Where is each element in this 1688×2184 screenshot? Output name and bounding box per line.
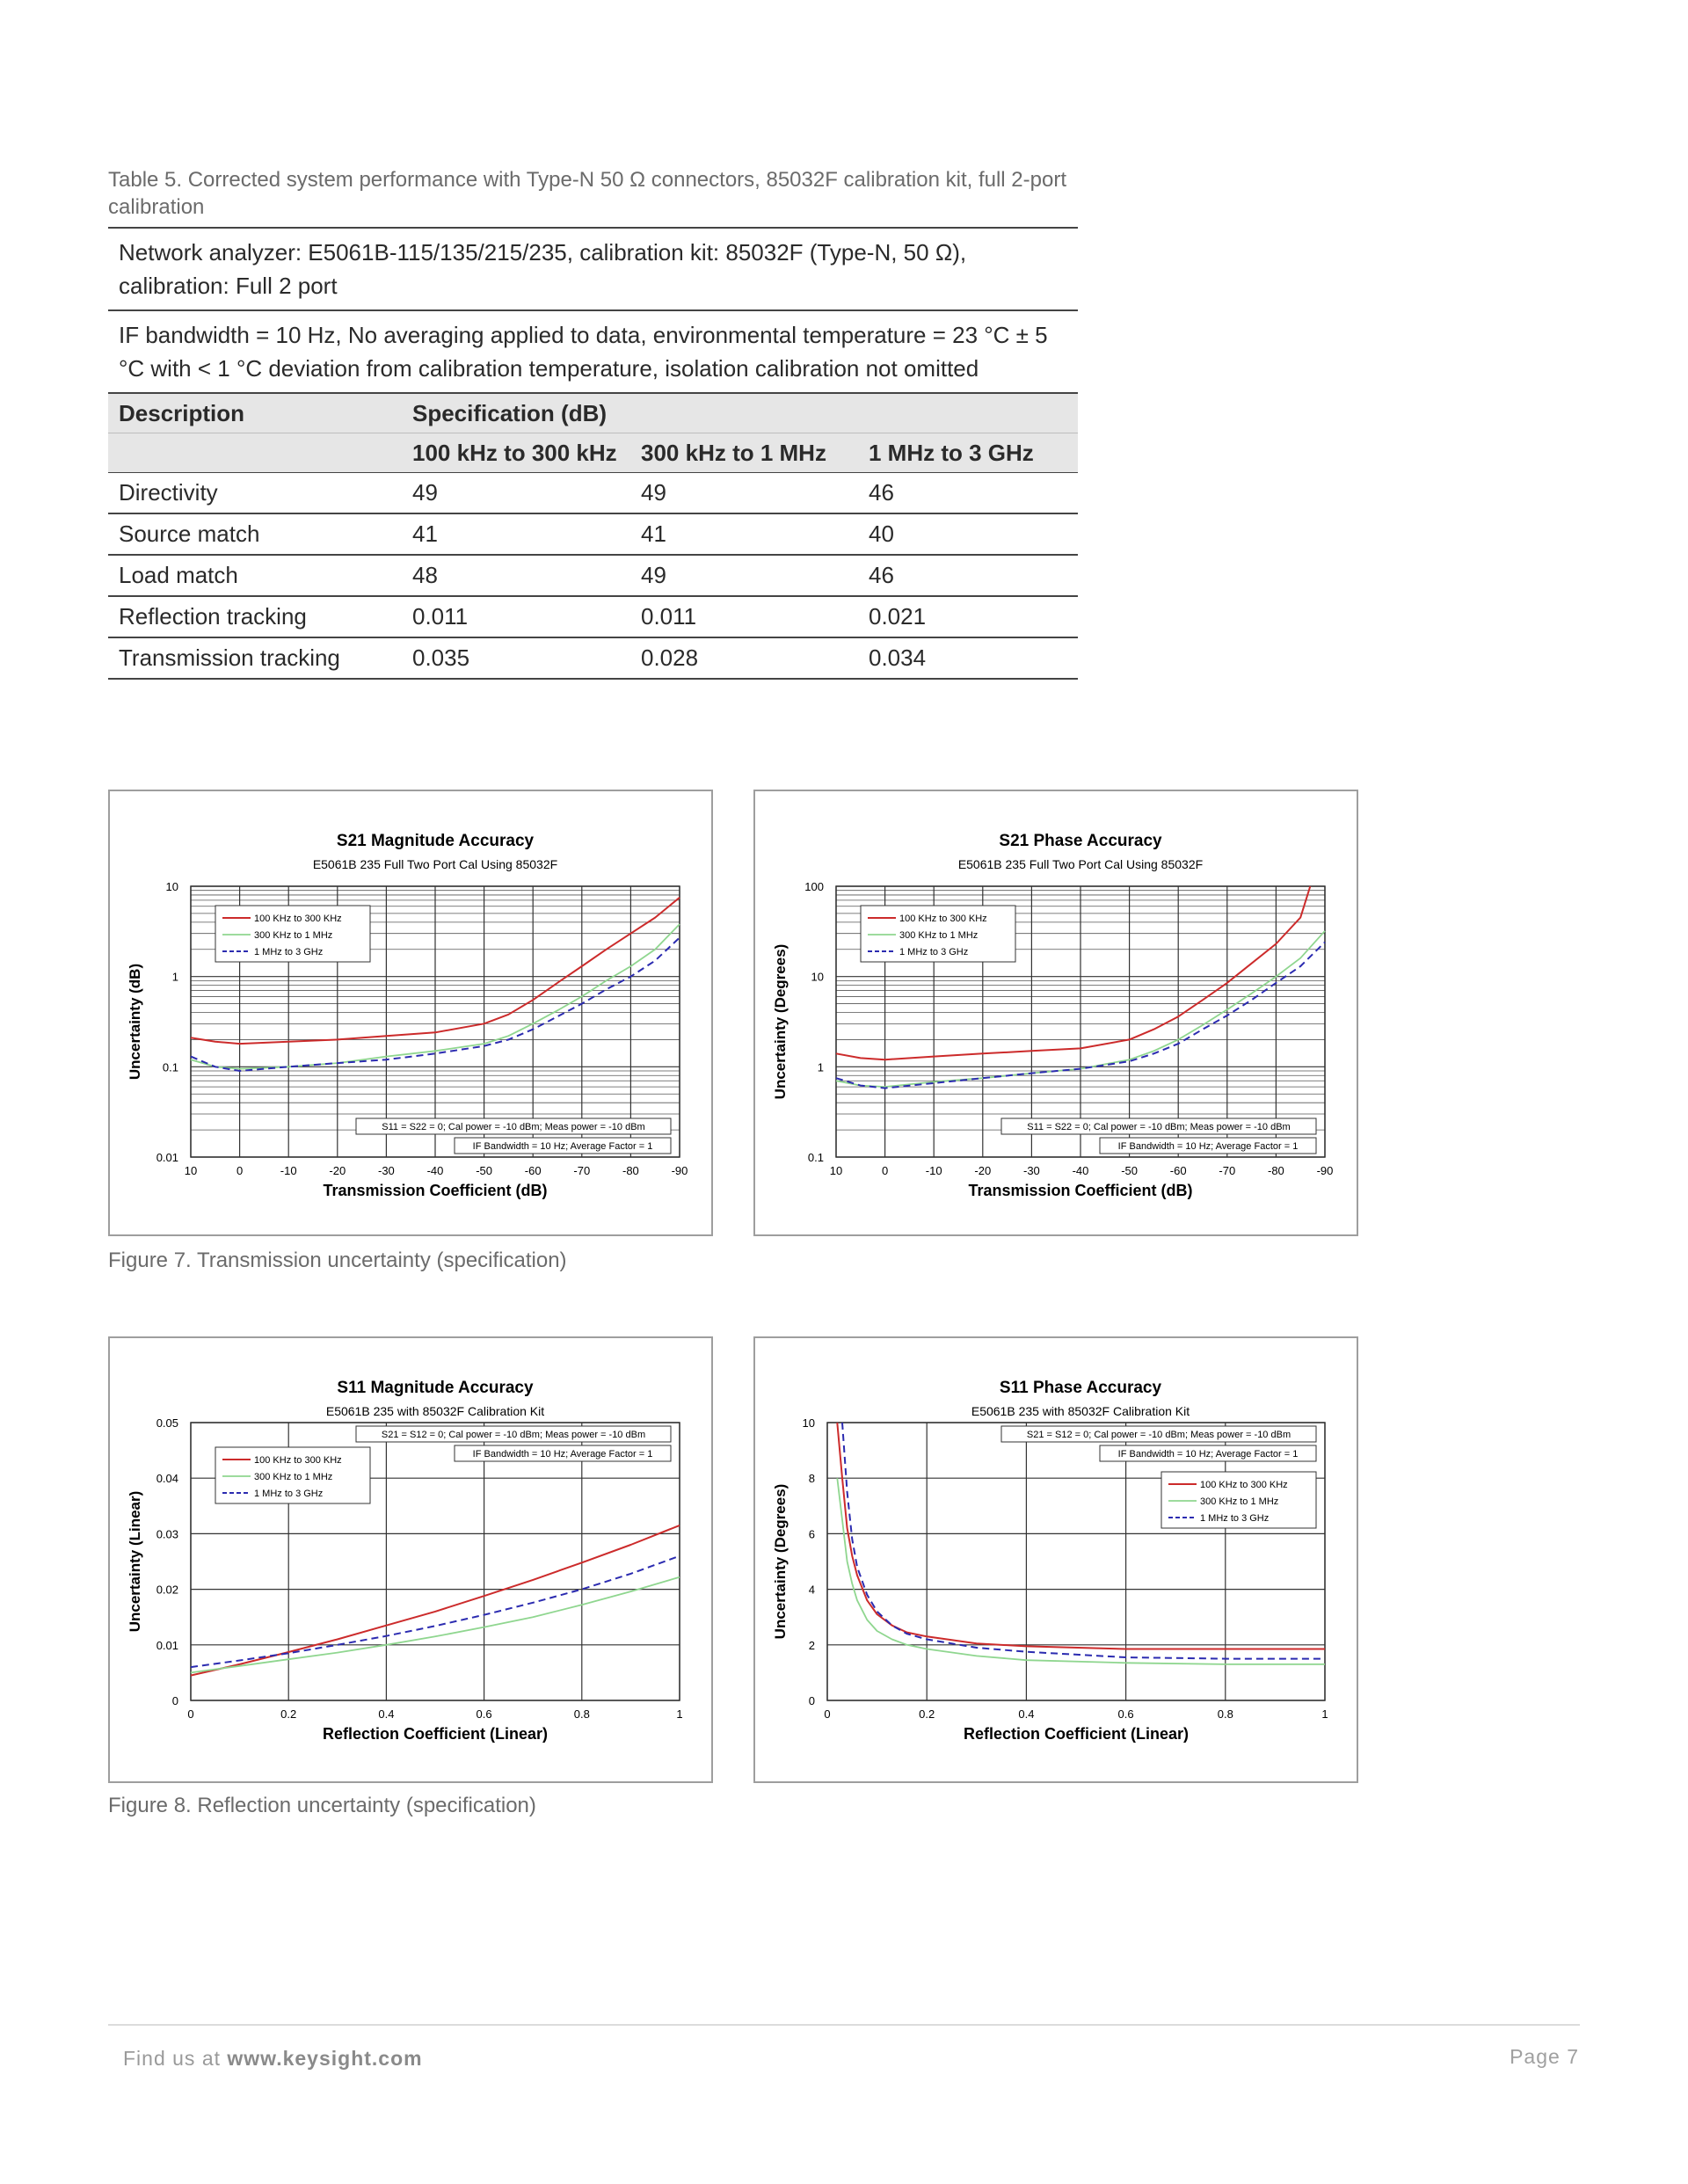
y-tick-label: 0.1 — [807, 1151, 824, 1164]
chart-s21-phase-svg — [755, 791, 1357, 1234]
header-band-1: 100 kHz to 300 kHz — [402, 433, 630, 473]
x-tick-label: 1 — [1321, 1707, 1328, 1721]
y-tick-label: 0.1 — [162, 1060, 178, 1074]
header-specification: Specification (dB) — [402, 393, 1078, 433]
chart-s21-phase — [753, 790, 1358, 1236]
x-axis-label: Reflection Coefficient (Linear) — [322, 1725, 549, 1743]
chart-subtitle: E5061B 235 with 85032F Calibration Kit — [325, 1404, 545, 1418]
x-axis-label: Reflection Coefficient (Linear) — [963, 1725, 1190, 1743]
annotation-conditions: S21 = S12 = 0; Cal power = -10 dBm; Meas power = -10 dBm — [381, 1430, 646, 1440]
x-tick-label: -10 — [925, 1164, 942, 1177]
x-tick-label: -50 — [476, 1164, 492, 1177]
y-axis-label: Uncertainty (Linear) — [127, 1490, 143, 1633]
row-label: Reflection tracking — [108, 596, 402, 637]
footer-find-us — [123, 2047, 423, 2071]
x-tick-label: 0.8 — [1217, 1707, 1233, 1721]
row-label: Load match — [108, 555, 402, 596]
table-row — [108, 513, 1078, 555]
chart-s21-magnitude-svg — [110, 791, 711, 1234]
figure-8-caption: Figure 8. Reflection uncertainty (specification) — [108, 1794, 536, 1817]
x-tick-label: -40 — [1072, 1164, 1089, 1177]
x-tick-label: -20 — [974, 1164, 992, 1177]
legend-entry-1: 100 KHz to 300 KHz — [1200, 1480, 1288, 1490]
table-row — [108, 473, 1078, 514]
legend-entry-3: 1 MHz to 3 GHz — [899, 947, 969, 957]
x-tick-label: 10 — [184, 1164, 198, 1177]
x-tick-label: 0.4 — [1018, 1707, 1035, 1721]
x-tick-label: -90 — [671, 1164, 688, 1177]
x-tick-label: -70 — [573, 1164, 591, 1177]
y-tick-label: 0.02 — [156, 1583, 178, 1597]
legend-entry-1: 100 KHz to 300 KHz — [899, 914, 987, 924]
y-tick-label: 0.01 — [156, 1638, 178, 1652]
x-tick-label: -40 — [426, 1164, 444, 1177]
footer-prefix: Find us at — [123, 2047, 228, 2070]
chart-s11-magnitude-svg — [110, 1338, 711, 1781]
x-tick-label: 1 — [676, 1707, 683, 1721]
legend-entry-2: 300 KHz to 1 MHz — [254, 930, 333, 941]
chart-s11-phase-svg — [755, 1338, 1357, 1781]
x-tick-label: 0 — [187, 1707, 194, 1721]
chart-title: S21 Magnitude Accuracy — [336, 832, 535, 850]
table-note-conditions: IF bandwidth = 10 Hz, No averaging applied to data, environmental temperature = 23 °C ± 5 °C with < 1 °C deviation from calibration temperature, isolation calibration not omitted — [108, 310, 1078, 393]
x-tick-label: -70 — [1219, 1164, 1236, 1177]
table-note-analyzer: Network analyzer: E5061B-115/135/215/235, calibration kit: 85032F (Type-N, 50 Ω), calibration: Full 2 port — [108, 228, 1078, 310]
table-row — [108, 596, 1078, 637]
x-tick-label: -30 — [1023, 1164, 1040, 1177]
y-axis-label: Uncertainty (Degrees) — [772, 1483, 789, 1640]
chart-title: S21 Phase Accuracy — [999, 832, 1162, 850]
annotation-conditions: S11 = S22 = 0; Cal power = -10 dBm; Meas power = -10 dBm — [382, 1122, 645, 1132]
x-tick-label: -80 — [1268, 1164, 1284, 1177]
legend-entry-2: 300 KHz to 1 MHz — [899, 930, 979, 941]
y-tick-label: 10 — [802, 1416, 815, 1430]
annotation-bandwidth: IF Bandwidth = 10 Hz; Average Factor = 1 — [1117, 1449, 1299, 1460]
y-tick-label: 10 — [165, 880, 178, 893]
y-tick-label: 1 — [171, 970, 178, 984]
header-band-3: 1 MHz to 3 GHz — [858, 433, 1078, 473]
legend-entry-3: 1 MHz to 3 GHz — [1200, 1513, 1270, 1524]
y-axis-label: Uncertainty (Degrees) — [772, 943, 789, 1100]
legend-entry-1: 100 KHz to 300 KHz — [254, 1455, 342, 1466]
footer-divider — [108, 2024, 1580, 2026]
x-tick-label: 0 — [881, 1164, 889, 1177]
y-tick-label: 1 — [817, 1060, 824, 1074]
y-tick-label: 0 — [171, 1694, 178, 1707]
chart-subtitle: E5061B 235 Full Two Port Cal Using 85032F — [957, 857, 1204, 871]
header-blank — [108, 433, 402, 473]
header-band-2: 300 kHz to 1 MHz — [630, 433, 858, 473]
x-tick-label: -60 — [1169, 1164, 1187, 1177]
annotation-bandwidth: IF Bandwidth = 10 Hz; Average Factor = 1 — [472, 1449, 653, 1460]
legend-entry-1: 100 KHz to 300 KHz — [254, 914, 342, 924]
figure-7-caption: Figure 7. Transmission uncertainty (specification) — [108, 1249, 567, 1272]
x-tick-label: 0 — [236, 1164, 244, 1177]
x-tick-label: -80 — [622, 1164, 639, 1177]
row-value: 41 — [402, 513, 630, 555]
y-tick-label: 0 — [808, 1694, 815, 1707]
y-axis-label: Uncertainty (dB) — [127, 963, 143, 1081]
row-value: 41 — [630, 513, 858, 555]
chart-s11-phase — [753, 1336, 1358, 1783]
y-tick-label: 8 — [808, 1472, 815, 1486]
row-value: 0.034 — [858, 637, 1078, 679]
chart-s21-magnitude — [108, 790, 713, 1236]
y-tick-label: 0.04 — [156, 1472, 178, 1486]
table-row — [108, 555, 1078, 596]
row-value: 46 — [858, 555, 1078, 596]
annotation-conditions: S21 = S12 = 0; Cal power = -10 dBm; Meas power = -10 dBm — [1026, 1430, 1291, 1440]
row-value: 49 — [402, 473, 630, 514]
y-tick-label: 2 — [808, 1638, 815, 1652]
x-tick-label: -20 — [329, 1164, 346, 1177]
legend-entry-2: 300 KHz to 1 MHz — [254, 1472, 333, 1482]
annotation-bandwidth: IF Bandwidth = 10 Hz; Average Factor = 1 — [472, 1141, 653, 1152]
x-tick-label: -50 — [1121, 1164, 1138, 1177]
row-label: Source match — [108, 513, 402, 555]
x-tick-label: 0 — [824, 1707, 831, 1721]
annotation-conditions: S11 = S22 = 0; Cal power = -10 dBm; Meas power = -10 dBm — [1027, 1122, 1291, 1132]
row-label: Transmission tracking — [108, 637, 402, 679]
row-value: 49 — [630, 555, 858, 596]
legend-entry-3: 1 MHz to 3 GHz — [254, 947, 324, 957]
x-tick-label: -60 — [524, 1164, 542, 1177]
y-tick-label: 100 — [804, 880, 824, 893]
x-tick-label: 0.4 — [378, 1707, 395, 1721]
row-value: 0.035 — [402, 637, 630, 679]
row-label: Directivity — [108, 473, 402, 514]
row-value: 0.011 — [630, 596, 858, 637]
x-tick-label: -90 — [1316, 1164, 1334, 1177]
x-axis-label: Transmission Coefficient (dB) — [968, 1182, 1193, 1199]
x-tick-label: 0.2 — [919, 1707, 935, 1721]
y-tick-label: 0.05 — [156, 1416, 178, 1430]
x-tick-label: 10 — [829, 1164, 843, 1177]
x-tick-label: 0.2 — [280, 1707, 297, 1721]
x-tick-label: -30 — [378, 1164, 395, 1177]
table-caption: Table 5. Corrected system performance with Type-N 50 Ω connectors, 85032F calibration kit, full 2-port calibration — [108, 168, 1066, 219]
x-axis-label: Transmission Coefficient (dB) — [323, 1182, 548, 1199]
chart-title: S11 Magnitude Accuracy — [337, 1379, 534, 1397]
y-tick-label: 0.03 — [156, 1527, 178, 1541]
chart-subtitle: E5061B 235 with 85032F Calibration Kit — [971, 1404, 1190, 1418]
footer-url-link[interactable]: www.keysight.com — [227, 2047, 423, 2070]
y-tick-label: 0.01 — [156, 1151, 178, 1164]
y-tick-label: 6 — [808, 1527, 815, 1541]
row-value: 40 — [858, 513, 1078, 555]
row-value: 49 — [630, 473, 858, 514]
row-value: 46 — [858, 473, 1078, 514]
x-tick-label: 0.8 — [573, 1707, 590, 1721]
table-row — [108, 637, 1078, 679]
page-number: Page 7 — [1510, 2045, 1579, 2068]
chart-s11-magnitude — [108, 1336, 713, 1783]
chart-title: S11 Phase Accuracy — [999, 1379, 1162, 1397]
spec-table — [108, 227, 1078, 680]
legend-entry-3: 1 MHz to 3 GHz — [254, 1489, 324, 1499]
x-tick-label: 0.6 — [1117, 1707, 1134, 1721]
x-tick-label: 0.6 — [476, 1707, 492, 1721]
legend-entry-2: 300 KHz to 1 MHz — [1200, 1496, 1279, 1507]
row-value: 0.028 — [630, 637, 858, 679]
header-description: Description — [108, 393, 402, 433]
annotation-bandwidth: IF Bandwidth = 10 Hz; Average Factor = 1 — [1117, 1141, 1299, 1152]
chart-subtitle: E5061B 235 Full Two Port Cal Using 85032F — [312, 857, 558, 871]
x-tick-label: -10 — [280, 1164, 297, 1177]
row-value: 0.011 — [402, 596, 630, 637]
row-value: 48 — [402, 555, 630, 596]
y-tick-label: 10 — [811, 970, 824, 984]
y-tick-label: 4 — [808, 1583, 815, 1597]
row-value: 0.021 — [858, 596, 1078, 637]
